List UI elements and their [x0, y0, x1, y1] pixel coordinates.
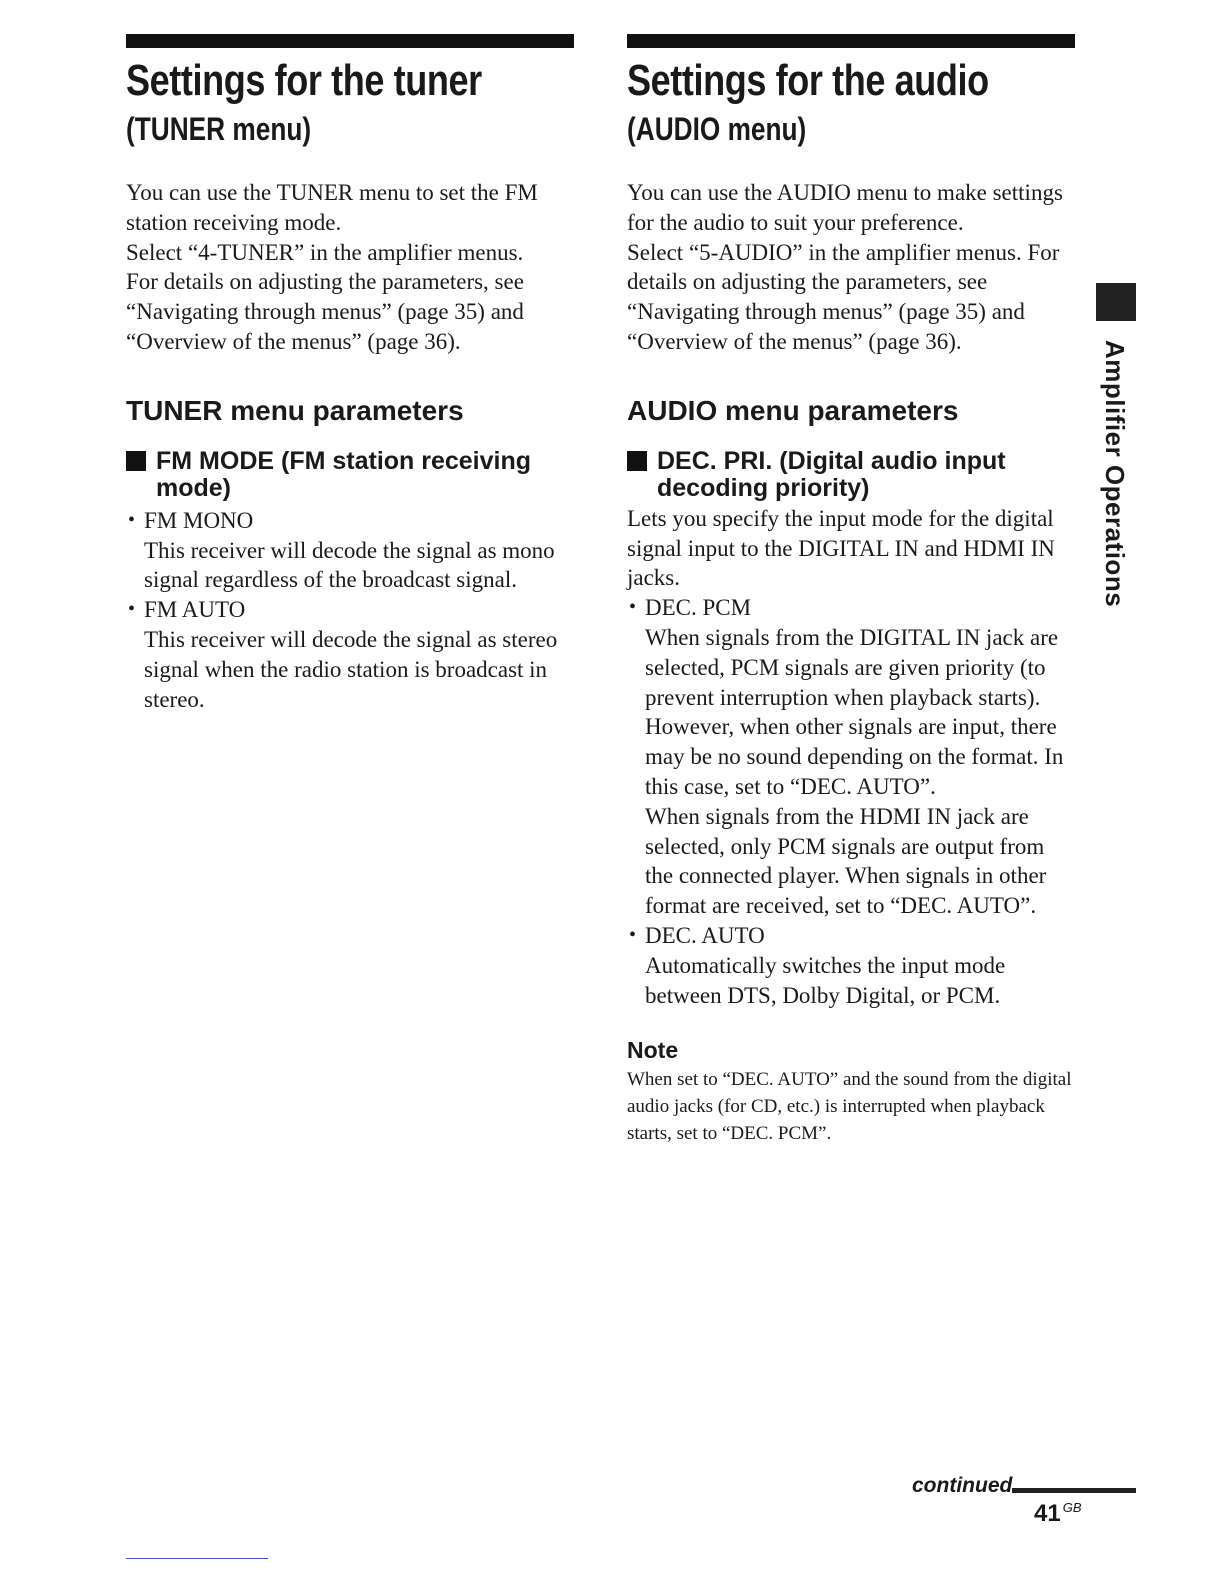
continued-rule — [1012, 1488, 1136, 1493]
left-column — [126, 34, 572, 714]
right-param-heading — [627, 448, 1075, 502]
left-intro-line-1: You can use the TUNER menu to set the FM station receiving mode. — [126, 180, 538, 235]
page-number-suffix: GB — [1062, 1500, 1082, 1515]
left-option-2-desc: This receiver will decode the signal as stereo signal when the radio station is broadcast in stereo. — [144, 626, 558, 712]
right-section-heading: AUDIO menu parameters — [627, 394, 959, 426]
right-param-intro: Lets you specify the input mode for the digital signal input to the DIGITAL IN and HDMI IN jacks. — [627, 505, 1055, 591]
right-option-2-desc: Automatically switches the input mode between DTS, Dolby Digital, or PCM. — [645, 952, 1006, 1008]
square-bullet-icon — [126, 451, 146, 471]
bullet-dot-icon: • — [629, 923, 637, 946]
left-option-1-desc: This receiver will decode the signal as mono signal regardless of the broadcast signal. — [144, 537, 555, 593]
right-option-2 — [627, 921, 1075, 951]
right-intro — [627, 178, 1075, 357]
left-intro — [126, 178, 572, 357]
left-title-rule — [126, 34, 574, 48]
left-param-heading-text: FM MODE (FM station receiving mode) — [156, 446, 532, 502]
bullet-dot-icon: • — [128, 598, 136, 621]
square-bullet-icon — [627, 451, 647, 471]
right-option-1 — [627, 593, 1075, 623]
right-column — [627, 34, 1075, 1147]
page-number — [1034, 1500, 1082, 1528]
left-title: Settings for the tuner — [126, 56, 482, 105]
right-option-2-label: DEC. AUTO — [645, 922, 765, 948]
left-option-2-label: FM AUTO — [144, 597, 246, 623]
right-title: Settings for the audio — [627, 56, 989, 105]
note-text: When set to “DEC. AUTO” and the sound from the digital audio jacks (for CD, etc.) is interrupted when playback starts, set to “DEC. PCM”. — [627, 1069, 1072, 1145]
continued-label: continued — [912, 1474, 1013, 1497]
bullet-dot-icon: • — [128, 508, 136, 531]
right-intro-line-2: Select “5-AUDIO” in the amplifier menus. For details on adjusting the parameters, see “Navigating through menus” (page 35) and “Overview of the menus” (page 36). — [627, 239, 1060, 354]
right-option-1-desc-2: When signals from the HDMI IN jack are selected, only PCM signals are output from the connected player. When signals in other format are received, set to “DEC. AUTO”. — [645, 803, 1047, 919]
side-section-label: Amplifier Operations — [1100, 340, 1130, 608]
left-option-2 — [126, 595, 572, 625]
right-param-heading-text: DEC. PRI. (Digital audio input decoding priority) — [657, 446, 1006, 502]
note-heading: Note — [627, 1037, 679, 1064]
left-option-1-label: FM MONO — [144, 507, 254, 533]
left-intro-line-2: Select “4-TUNER” in the amplifier menus. — [126, 239, 524, 265]
left-param-heading — [126, 448, 572, 502]
right-subtitle: (AUDIO menu) — [627, 111, 807, 147]
left-section-heading: TUNER menu parameters — [126, 394, 464, 426]
right-intro-line-1: You can use the AUDIO menu to make settings for the audio to suit your preference. — [627, 180, 1063, 235]
left-option-1 — [126, 506, 572, 536]
footnote-rule — [126, 1558, 268, 1559]
section-tab-marker — [1096, 283, 1136, 321]
left-intro-line-3: For details on adjusting the parameters, see “Navigating through menus” (page 35) and “Overview of the menus” (page 36). — [126, 269, 524, 354]
left-subtitle: (TUNER menu) — [126, 111, 312, 147]
page-number-value: 41 — [1034, 1500, 1061, 1527]
right-option-1-desc: When signals from the DIGITAL IN jack are selected, PCM signals are given priority (to prevent interruption when playback starts). However, when other signals are input, there may be no sound depending on the format. In this case, set to “DEC. AUTO”. — [645, 624, 1064, 799]
right-title-rule — [627, 34, 1075, 48]
right-option-1-label: DEC. PCM — [645, 595, 752, 621]
bullet-dot-icon: • — [629, 596, 637, 619]
